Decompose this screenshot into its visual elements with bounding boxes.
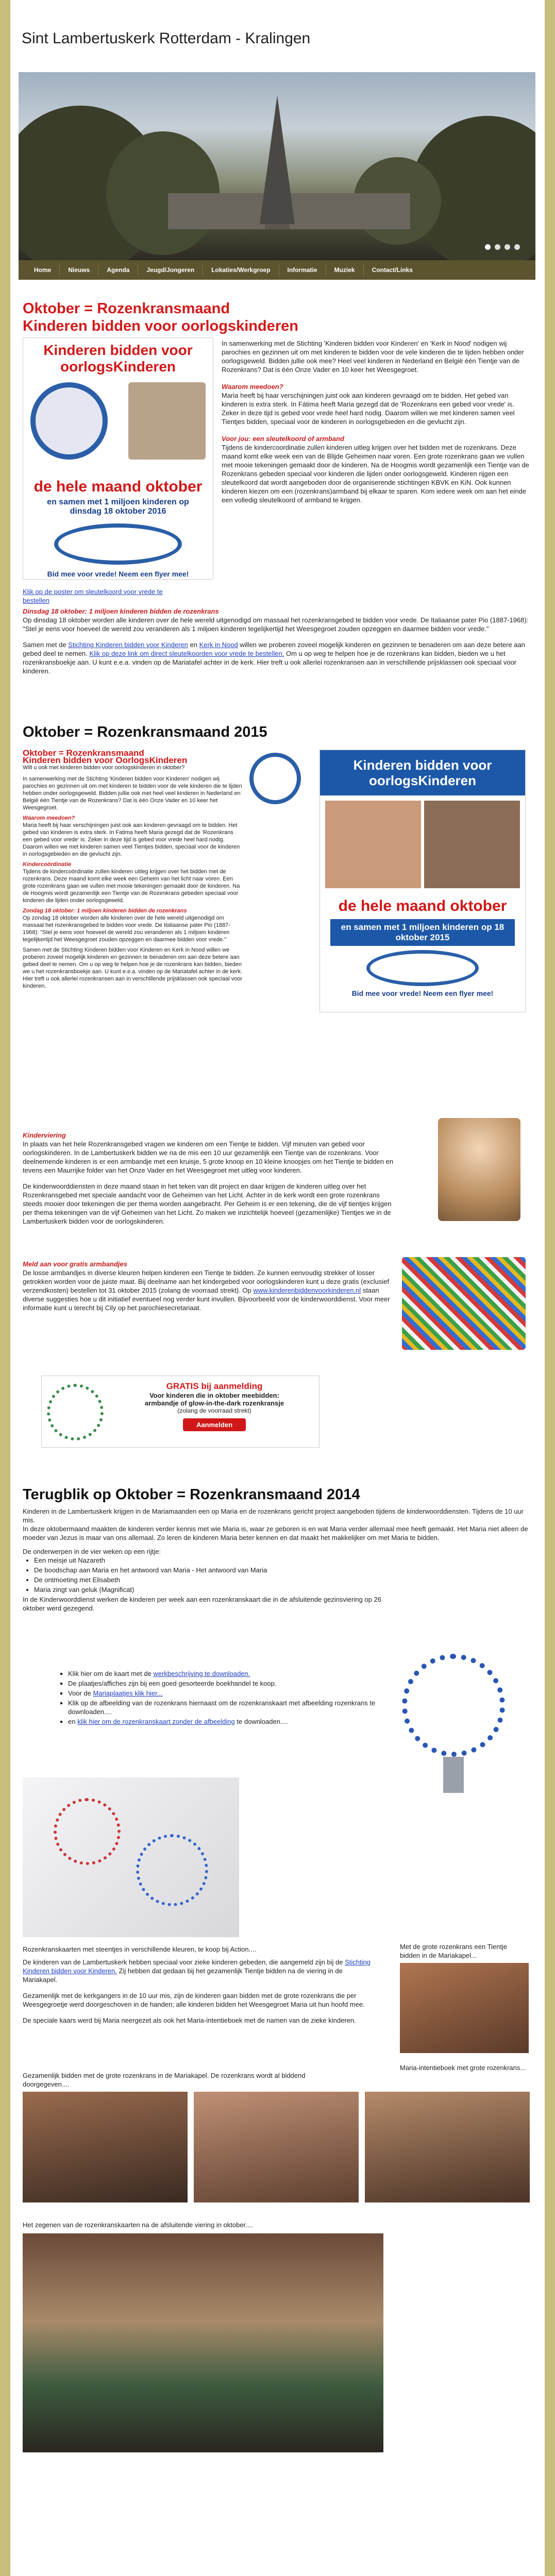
rosary-illustration xyxy=(30,382,108,460)
child-photo xyxy=(325,801,421,888)
group-prayer-photo-2 xyxy=(194,2092,359,2202)
text: Klik hier om de kaart met de xyxy=(68,1670,152,1677)
order-link[interactable]: Klik op deze link om direct sleutelkoorden voor vrede te bestellen. xyxy=(89,650,284,657)
nav-lokaties[interactable]: Lokaties/Werkgroep xyxy=(203,263,278,277)
paragraph: Zij hebben dat gedaan bij het gezamenlijk Tientje bidden na de viering in de Mariakapel. xyxy=(23,1967,343,1984)
bracelets-photo xyxy=(402,1257,526,1350)
text: en xyxy=(190,641,197,649)
intention-book-photo xyxy=(365,2092,530,2202)
paragraph: De speciale kaars werd bij Maria neergezet als ook het Maria-intentieboek met de namen van de zieke kinderen. xyxy=(23,2016,356,2024)
gratis-title: GRATIS bij aanmelding xyxy=(166,1381,263,1391)
aanmelden-button[interactable]: Aanmelden xyxy=(183,1418,246,1431)
caption-right-2: Maria-intentieboek met grote rozenkrans... xyxy=(400,2064,526,2072)
paragraph: Tijdens de kindercoordinatie zullen kinderen uitleg krijgen over het bidden met de rozenkrans. Deze maand komt elke week een van de Blijde Geheimen naar voren. Een grote rozenkrans gaan we vullen met mooie tekeningen gemaakt door de kinderen. Na de Hoogmis wordt gezamenlijk een Tientje van de Rozenkrans gebeden speciaal voor kinderen die lijden onder oorlogsgeweld. Kinderen rijgen een sleutelkoord dat wordt aangeboden door de organiserende stichtingen KBVK en KiN. Ook kunnen kinderen kiezen om een (rozenkrans)armband bij elkaar te sparen. Kom iedere week om aan het einde een volledig sleutelkoord of armband te krijgen. xyxy=(222,444,529,504)
poster-big-text: de hele maand oktober xyxy=(33,478,203,495)
nav-informatie[interactable]: Informatie xyxy=(279,263,326,277)
page-frame xyxy=(10,0,545,2576)
text: en xyxy=(68,1718,76,1725)
poster-title: Kinderen bidden voor oorlogsKinderen xyxy=(23,338,213,379)
nav-muziek[interactable]: Muziek xyxy=(326,263,363,277)
slide-dot[interactable] xyxy=(514,244,520,250)
rosary-image-link[interactable] xyxy=(392,1649,515,1798)
date-heading: Dinsdag 18 oktober: 1 miljoen kinderen bidden de rozenkrans xyxy=(23,607,219,615)
paragraph: Op dinsdag 18 oktober worden alle kinderen over de hele wereld uitgenodigd om massaal het rozenkransgebed te bidden voor vrede. De Italiaanse pater Pio (1887-1968): "Stel je eens voor hoeveel de wereld zou veranderen als 1 miljoen kinderen tegelijkertijd het Weesgegroet zouden opzeggen en daarmee bidden voor vrede." xyxy=(23,616,529,633)
paragraph: Maria heeft bij haar verschijningen juist ook aan kinderen gevraagd om te bidden. Het gebed van kinderen is extra sterk. In Fátima heeft Maria gezegd dat de 'Rozenkrans een gebed voor vrede' is. Zeker in deze tijd is gebed voor vrede heel hard nodig. Daarom willen we met kinderen samen veel Tientjes bidden, speciaal voor de kinderen in oorlogsgebieden en die gevlucht zijn. xyxy=(222,392,515,426)
paragraph: Kinderen in de Lambertuskerk krijgen in de Mariamaanden een op Maria en de rozenkrans gericht project aangeboden tijdens de kinderwoorddiensten. Tijdens de 10 uur mis. xyxy=(23,1507,524,1524)
poster-subtitle: en samen met 1 miljoen kinderen op 18 oktober 2015 xyxy=(330,919,515,946)
paragraph-links xyxy=(23,640,533,675)
flyer-paragraph: Op zondag 18 oktober worden alle kinderen over de hele wereld uitgenodigd om massaal het rozenkransgebed te bidden voor vrede. De Italiaanse pater Pio (1887-1968): "Stel je eens voor hoeveel de wereld zou veranderen als 1 miljoen kinderen tegelijkertijd het Weesgegroet zouden opzeggen en daarmee bidden voor vrede." xyxy=(23,915,230,943)
paragraph: De losse armbandjes in diverse kleuren helpen kinderen een Tientje te bidden. Ze kunnen eenvoudig strekker of losser getrokken worden voor de juiste maat. Bij deelname aan het kindergebed voor oorlogskinderen kunt u deze gratis (exclusief verzendkosten) bestellen tot 31 oktober 2015 (zolang de voorraad strekt). Op xyxy=(23,1269,390,1294)
list-item xyxy=(68,1679,376,1688)
poster-title: Kinderen bidden voor oorlogsKinderen xyxy=(320,750,525,795)
section-subheading: Kinderen bidden voor oorlogskinderen xyxy=(23,318,298,334)
paragraph: De kinderwoorddiensten in deze maand staan in het teken van dit project en daar krijgen de kinderen uitleg over het Rozenkransgebed met speciale aandacht voor de Geheimen van het Licht. Achter in de kerk wordt een grote rozenkrans steeds mooier door tekeningen die per thema worden aangebracht. Per Geheim is er een tekening, die de vijf tientjes krijgen per thema tekeningen van de vijf Geheimen van het Licht. Zo maken we inzichtelijk hoeveel (gezamenlijke) Tientjes we in de Lambertuskerk bidden voor de oorlogskinderen. xyxy=(23,1182,392,1225)
flyer-date: Zondag 18 oktober: 1 miljoen kinderen bidden de rozenkrans xyxy=(23,908,187,914)
terugblik-intro xyxy=(23,1507,533,1613)
intro-paragraph: In samenwerking met de Stichting 'Kinderen bidden voor Kinderen' en 'Kerk in Nood' nodigen wij parochies en gezinnen uit om met kinderen te bidden voor de vele kinderen die te lijden hebben onder oorlogsgeweld. Bidden jullie ook mee? Heel veel kinderen in Nederland en België één Tientje van de Rozenkrans? Dat is één Onze Vader en 10 keer het Weesgegroet. xyxy=(222,340,524,374)
poster-subtitle: en samen met 1 miljoen kinderen op dinsdag 18 oktober 2016 xyxy=(47,498,189,516)
download-links xyxy=(57,1669,376,1727)
group-prayer-photo-1 xyxy=(23,2092,188,2202)
gratis-line: armbandje of glow-in-the-dark rozenkransje xyxy=(144,1399,284,1407)
list-item xyxy=(68,1717,376,1726)
flyer-paragraph: In samenwerking met de Stichting 'Kinderen bidden voor Kinderen' nodigen wij parochies en gezinnen uit om met kinderen te bidden voor de vele kinderen die te lijden hebben onder oorlogsgeweld. Bidden jullie ook met heel veel kinderen in Nederland en België één Tientje van de Rozenkrans? Dat is één Onze Vader en 10 keer het Weesgegroet. xyxy=(23,776,242,811)
paragraph: In deze oktobermaand maakten de kinderen verder kennis met wie Maria is, waar ze geboren is en wat Maria verder allemaal mee heeft gemaakt. Het Maria niet alleen de moeder van Jezus is maar van ons allemaal. Zo leren de kinderen Maria beter kennen en dat maakt het makkelijker om met Maria te bidden. xyxy=(23,1525,528,1541)
list-item: • Een meisje uit Nazareth xyxy=(34,1556,533,1565)
list-item: • De boodschap aan Maria en het antwoord van Maria - Het antwoord van Maria xyxy=(34,1566,533,1574)
poster-kinderen-bidden[interactable] xyxy=(23,337,213,580)
rosary-ring xyxy=(54,523,182,565)
question-heading: Waarom meedoen? xyxy=(222,383,283,391)
caption: Rozenkranskaarten met steentjes in verschillende kleuren, te koop bij Action.... xyxy=(23,1945,257,1953)
flyer-2015 xyxy=(23,750,311,1105)
caption: Het zegenen van de rozenkranskaarten na de afsluitende viering in oktober.... xyxy=(23,2221,253,2229)
paragraph: In de Kinderwoorddienst werken de kinderen per week aan een rozenkranskaart die in de afsluitende gezinsviering op 26 oktober werd gezegend. xyxy=(23,1596,381,1612)
section-heading-2014: Terugblik op Oktober = Rozenkransmaand 2014 xyxy=(23,1486,360,1503)
werkbeschrijving-link[interactable]: werkbeschrijving te downloaden. xyxy=(153,1670,250,1677)
gratis-line: (zolang de voorraad strekt) xyxy=(177,1407,251,1414)
slide-dot[interactable] xyxy=(504,244,510,250)
flyer-title-2: Kinderen bidden voor OorlogsKinderen xyxy=(23,755,188,765)
flyer-paragraph: Tijdens de kindercoördinatie zullen kinderen uitleg krijgen over het bidden met de rozenkrans. Deze maand komt elke week een Geheim van het licht naar voren. Een grote rozenkrans gaan we vullen met mooie tekeningen gemaakt door de kinderen. Na de Hoogmis wordt gezamenlijk een Tientje van de Rozenkrans gebeden speciaal voor kinderen die lijden onder oorlogsgeweld. xyxy=(23,869,240,904)
paragraph: In plaats van het hele Rozenkransgebed vragen we kinderen om een Tientje te bidden. Vijf minuten van gebed voor oorlogskinderen. In de Lambertuskerk bidden we na de mis een 10 uur gezamenlijk een Tientje van de rozenkrans. Voor deelnemende kinderen is er een armbandje met een kruisje, 5 grote knoop en 10 kleine knoopjes om het Tientje te bidden en tevens een Maurrijke folder van het Onze Vader en het Weesgegroet met uitleg voor kinderen. xyxy=(23,1140,394,1174)
kerk-in-nood-link[interactable]: Kerk in Nood xyxy=(199,641,238,649)
child-photo xyxy=(128,382,206,460)
section-heading-2015: Oktober = Rozenkransmaand 2015 xyxy=(23,724,267,740)
poster-footer: Bid mee voor vrede! Neem een flyer mee! xyxy=(351,989,494,997)
text: willen we proberen zoveel mogelijk kinderen en gezinnen te benaderen om aan deze betere aan gebed deel te nemen. xyxy=(23,641,525,657)
list-item xyxy=(68,1669,376,1678)
section-oktober-2016 xyxy=(23,300,533,335)
kbvk-website-link[interactable]: www.kinderenbiddenvoorkinderen.nl xyxy=(253,1286,361,1294)
slide-dot[interactable] xyxy=(495,244,500,250)
rosary-ring xyxy=(366,950,479,986)
question-heading: Voor jou: een sleutelkoord of armband xyxy=(222,435,344,443)
kbvk-link[interactable]: Stichting Kinderen bidden voor Kinderen. xyxy=(23,1958,371,1975)
paragraph: De onderwerpen in de vier weken op een rijtje: xyxy=(23,1548,161,1555)
flyer-paragraph: Maria heeft bij haar verschijningen juist ook aan kinderen gevraagd om te bidden. Het gebed van kinderen is extra sterk. In Fatima heeft Maria gezegd dat de 'Rozenkrans een gebed voor vrede' is. Zeker in deze tijd is gebed voor vrede heel hard nodig. Daarom willen we met kinderen samen veel Tientjes bidden, speciaal voor de kinderen in oorlogsgebieden en die gevlucht zijn. xyxy=(23,822,240,857)
slide-dot[interactable] xyxy=(485,244,491,250)
list-item: • Maria zingt van geluk (Magnificat) xyxy=(34,1585,533,1594)
nav-jeugd[interactable]: Jeugd/Jongeren xyxy=(138,263,203,277)
text: Voor de xyxy=(68,1689,91,1697)
caption: Gezamenlijk bidden met de grote rozenkrans in de Mariakapel. De rozenkrans wordt al biddend doorgegeven.... xyxy=(23,2072,306,2088)
nav-agenda[interactable]: Agenda xyxy=(98,263,138,277)
slideshow-dots[interactable] xyxy=(485,244,520,250)
glow-rosary-icon xyxy=(47,1384,104,1440)
text: Om u op weg te helpen hoe je de rozenkrans kan bidden, bieden we u het rozenkransboekje aan. U kunt e.e.a. vinden op de Mariatafel achter in de kerk. Hier treft u ook allerlei rozenkransen aan in verschillende prijsklassen ook speciaal voor kinderen. xyxy=(23,650,517,675)
poster-big-text: de hele maand oktober xyxy=(338,897,507,914)
flyer-question: Waarom meedoen? xyxy=(23,815,75,821)
kbvk-link[interactable]: Stichting Kinderen bidden voor Kinderen xyxy=(68,641,188,649)
text: Klik op de afbeelding van de rozenkrans hiernaast om de rozenkranskaart met afbeelding rozenkrans te downloaden.... xyxy=(68,1699,376,1716)
subheading: Meld aan voor gratis armbandjes xyxy=(23,1260,128,1268)
blessing-ceremony-photo xyxy=(23,2233,383,2452)
text: De plaatjes/affiches zijn bij een goed gesorteerde boekhandel te koop. xyxy=(68,1680,277,1687)
nav-nieuws[interactable]: Nieuws xyxy=(59,263,98,277)
flyer-intro: Wilt u ook met kinderen bidden voor oorlogskinderen in oktober? xyxy=(23,765,185,771)
list-item: • De ontmoeting met Elisabeth xyxy=(34,1575,533,1584)
armbandjes xyxy=(23,1260,394,1312)
subheading: Kinderviering xyxy=(23,1131,66,1139)
flyer-text xyxy=(23,750,244,990)
paragraph: staan diverse suggesties hoe u dit initiatief eventueel nog verder kunt invullen. Bijvoorbeeld voor de kinderwoorddienst. Voor meer informatie kunt u terecht bij Cily op het parochiesecretariaat. xyxy=(23,1286,390,1312)
flyer-question: Kindercoördinatie xyxy=(23,861,72,868)
oktober-2016-text xyxy=(222,339,531,504)
gratis-line: Voor kinderen die in oktober meebidden: xyxy=(149,1392,279,1399)
caption-right-1: Met de grote rozenkrans een Tientje bidden in de Mariakapel... xyxy=(400,1943,508,1959)
download-list xyxy=(68,1669,376,1726)
gratis-banner[interactable] xyxy=(41,1376,319,1448)
section-heading: Oktober = Rozenkransmaand xyxy=(23,300,230,317)
site-title[interactable]: Sint Lambertuskerk Rotterdam - Kralingen xyxy=(22,30,311,47)
mariakapel-photo xyxy=(400,1963,529,2053)
rosary-cards-photo xyxy=(23,1777,239,1937)
topics-list xyxy=(34,1556,533,1594)
poster-order-link[interactable]: Klik op de poster om sleutelkoord voor vrede te bestellen xyxy=(23,588,163,604)
rosary-illustration xyxy=(249,753,301,804)
list-item xyxy=(68,1699,376,1716)
text: Samen met de xyxy=(23,641,66,649)
paragraph: De kinderen van de Lambertuskerk hebben speciaal voor zieke kinderen gebeden, die aangemeld zijn bij de xyxy=(23,1958,343,1966)
flyer-title: Oktober = Rozenkransmaand xyxy=(23,750,144,758)
terugblik-text-2 xyxy=(23,1958,378,2025)
list-item xyxy=(68,1689,376,1698)
flyer-paragraph: Samen met de Stichting Kinderen bidden voor Kinderen en Kerk in Nood willen we proberen zoveel mogelijk kinderen en gezinnen te benaderen om aan deze betere aan gebed deel te nemen. Om u op weg te helpen hoe je de rozenkrans kan bidden, bieden we u het rozenkransboekje aan. U kunt e.e.a. vinden op de Mariatafel achter in de kerk. Hier treft u ook allerlei rozenkransen aan in verschillende prijsklassen ook speciaal voor kinderen. xyxy=(23,947,243,989)
child-photo xyxy=(424,801,520,888)
paragraph: Gezamenlijk met de kerkgangers in de 10 uur mis, zijn de kinderen gaan bidden met de grote rozenkrans die per Weesgegroetje werd doorgeschoven in de handen; alle kinderen bidden het Weesgegroet Maria uit hun hoofd mee. xyxy=(23,1992,365,2008)
oktober-2016-lower xyxy=(23,587,533,675)
mariaplaatjes-link[interactable]: Mariaplaatjes klik hier... xyxy=(93,1689,163,1697)
poster-footer: Bid mee voor vrede! Neem een flyer mee! xyxy=(47,570,189,578)
main-nav xyxy=(19,260,535,280)
kinderviering xyxy=(23,1131,394,1226)
text: te downloaden.... xyxy=(237,1718,288,1725)
kaart-zonder-afbeelding-link[interactable]: klik hier om de rozenkranskaart zonder de afbeelding xyxy=(77,1718,235,1725)
hero-slideshow xyxy=(19,72,535,260)
nav-home[interactable]: Home xyxy=(34,266,52,274)
poster-2015 xyxy=(319,750,526,1012)
nav-contact[interactable]: Contact/Links xyxy=(363,263,421,277)
mary-child-statue-photo xyxy=(438,1118,520,1221)
